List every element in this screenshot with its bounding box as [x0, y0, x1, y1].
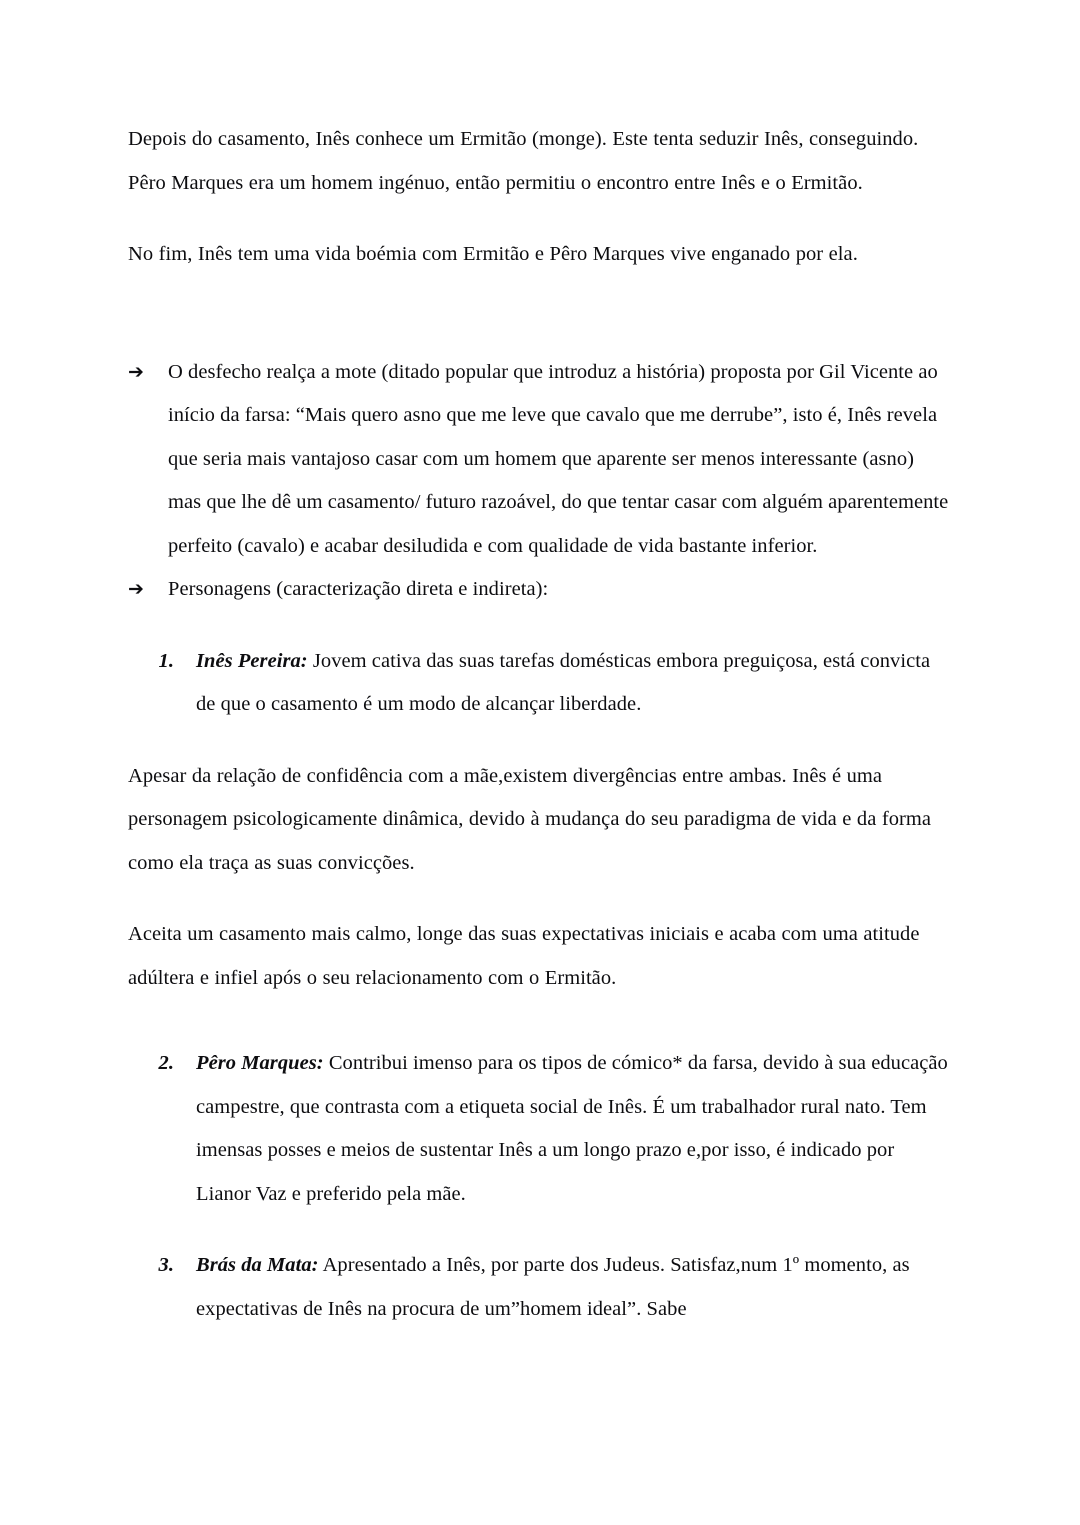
- spacer-before-arrow-list: [128, 305, 952, 351]
- arrow-right-icon: ➔: [128, 578, 144, 600]
- list-number-1: 1.: [158, 649, 174, 672]
- numbered-list-item-2-group: [128, 1042, 952, 1216]
- numbered-list-item-3-group: [128, 1244, 952, 1331]
- numbered-list-item-1: [128, 640, 952, 727]
- list-number-3: 3.: [158, 1254, 174, 1276]
- spacer-before-item-3: [128, 1216, 952, 1244]
- spacer-after-item-1: [128, 727, 952, 755]
- spacer-before-item-1: [128, 612, 952, 640]
- arrow-list-item-text: Personagens (caracterização direta e indireta):: [168, 578, 549, 600]
- document-body: [128, 118, 952, 1331]
- character-name-ines-pereira: Inês Pereira:: [196, 649, 308, 672]
- numbered-list-item-2: [128, 1042, 952, 1216]
- arrow-bullet-list: [128, 351, 952, 612]
- paragraph-1: Depois do casamento, Inês conhece um Ermitão (monge). Este tenta seduzir Inês, conseguindo. Pêro Marques era um homem ingénuo, então permitiu o encontro entre Inês e o Ermitão.: [128, 128, 919, 194]
- list-number-2: 2.: [158, 1052, 174, 1074]
- paragraph-3: Apesar da relação de confidência com a mãe,existem divergências entre ambas. Inês é uma personagem psicologicamente dinâmica, devido à mudança do seu paradigma de vida e da forma como ela traça as suas convicções.: [128, 764, 932, 874]
- character-description-pero-marques: Contribui imenso para os tipos de cómico* da farsa, devido à sua educação campestre, que contrasta com a etiqueta social de Inês. É um trabalhador rural nato. Tem imensas posses e meios de sustentar Inês a um longo prazo e,por isso, é indicado por Lianor Vaz e preferido pela mãe.: [196, 1052, 948, 1205]
- character-description-ines-pereira: Jovem cativa das suas tarefas domésticas embora preguiçosa, está convicta de que o casamento é um modo de alcançar liberdade.: [196, 649, 931, 715]
- paragraph-4: Aceita um casamento mais calmo, longe das suas expectativas iniciais e acaba com uma atitude adúltera e infiel após o seu relacionamento com o Ermitão.: [128, 923, 920, 989]
- arrow-list-item-text: O desfecho realça a mote (ditado popular que introduz a história) proposta por Gil Vicente ao início da farsa: “Mais quero asno que me leve que cavalo que me derrube”, isto é, Inês revela que seria mais vantajoso casar com um homem que aparente ser menos interessante (asno) mas que lhe dê um casamento/ futuro razoável, do que tentar casar com alguém aparentemente perfeito (cavalo) e acabar desiludida e com qualidade de vida bastante inferior.: [168, 360, 949, 557]
- arrow-list-item-desfecho: [128, 351, 952, 569]
- character-name-pero-marques: Pêro Marques:: [196, 1052, 324, 1074]
- numbered-list-item-1-group: [128, 640, 952, 727]
- spacer-before-item-2: [128, 1028, 952, 1042]
- arrow-right-icon: ➔: [128, 360, 144, 383]
- arrow-list-item-personagens: [128, 568, 952, 612]
- paragraph-2: No fim, Inês tem uma vida boémia com Ermitão e Pêro Marques vive enganado por ela.: [128, 243, 858, 265]
- character-description-bras-da-mata: Apresentado a Inês, por parte dos Judeus. Satisfaz,num 1º momento, as expectativas de Inês na procura de um”homem ideal”. Sabe: [196, 1254, 910, 1320]
- numbered-list-item-3: [128, 1244, 952, 1331]
- character-name-bras-da-mata: Brás da Mata:: [196, 1254, 319, 1276]
